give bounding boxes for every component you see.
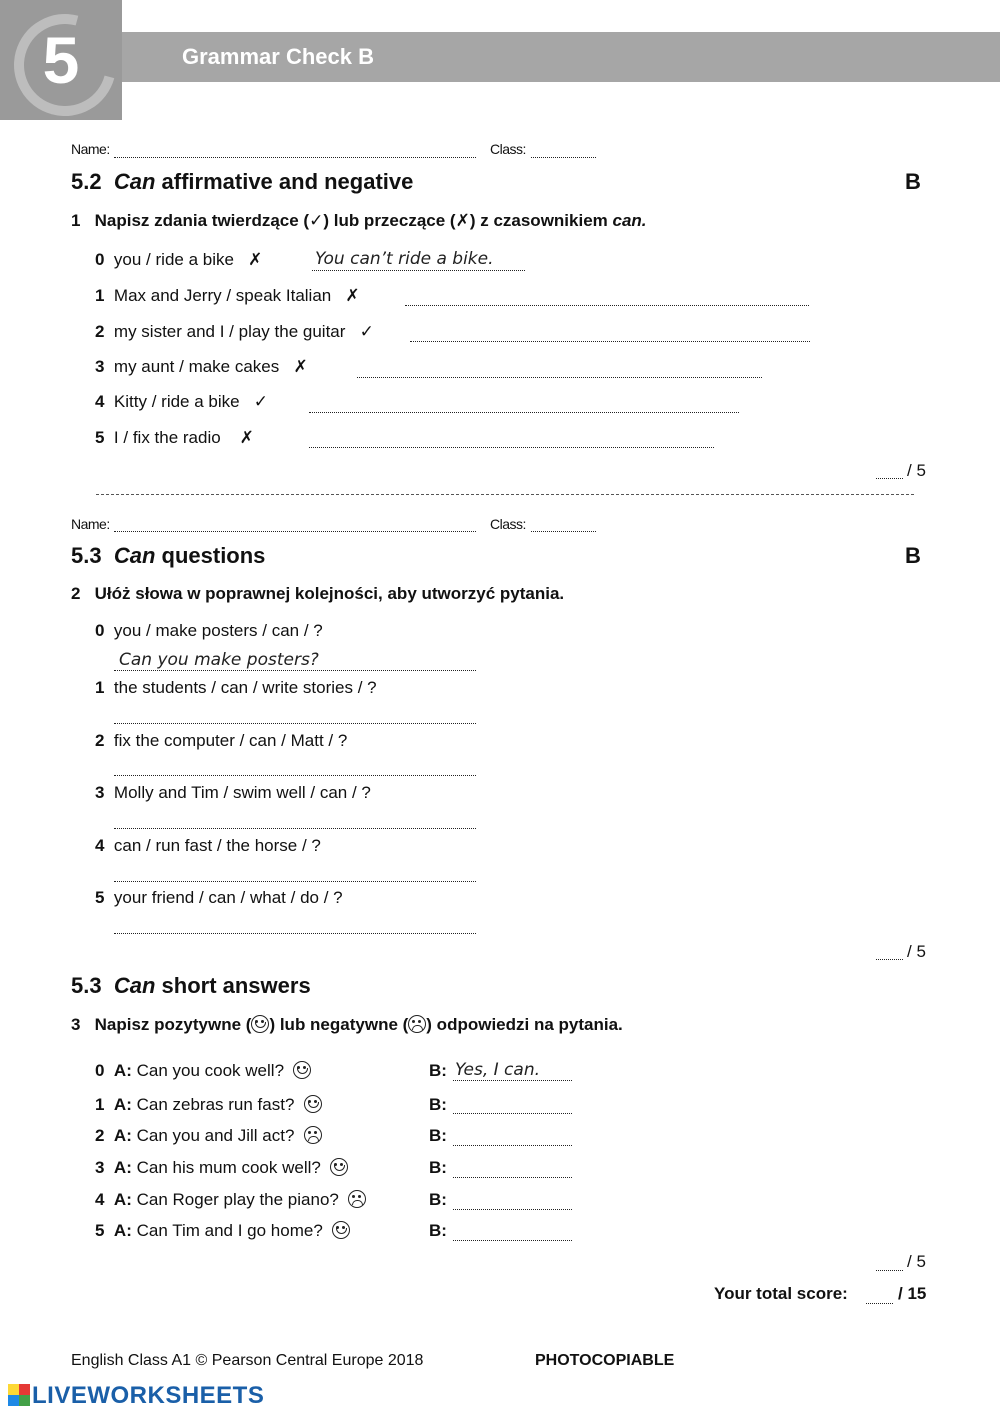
s2-answer-input-3[interactable] [114,808,476,829]
s2-item-4: 4 can / run fast / the horse / ? [95,836,321,855]
s1-answer-input-1[interactable] [405,285,809,306]
s2-item-0: 0 you / make posters / can / ? [95,621,323,640]
s1-item-2: 2 my sister and I / play the guitar ✓ [95,322,374,341]
s2-answer-line-0 [114,650,476,671]
happy-face-icon [330,1158,348,1176]
s2-score-field[interactable] [876,945,903,960]
section-1-instruction: 1 Napisz zdania twierdzące (✓) lub przeczące (✗) z czasownikiem can. [71,211,647,230]
sad-face-icon [408,1015,426,1033]
s1-item-3: 3 my aunt / make cakes ✗ [95,357,308,376]
s1-score: / 5 [907,461,926,480]
header-bar [122,32,1000,82]
s3-score: / 5 [907,1252,926,1271]
s3-answer-input-5[interactable] [453,1220,572,1241]
total-score-label: Your total score: [714,1284,848,1303]
name-field-2[interactable] [114,517,476,532]
class-label-2: Class: [490,516,526,532]
s3-b-label-4: B: [429,1190,447,1209]
s1-answer-line-0 [312,250,525,271]
section-3-instruction: 3 Napisz pozytywne ( ) lub negatywne ( ) odpowiedzi na pytania. [71,1015,623,1034]
total-score-field[interactable] [866,1289,893,1304]
s3-answer-input-4[interactable] [453,1189,572,1210]
section-2-heading: 5.3 Can questions [71,543,266,568]
s3-item-5: 5 A: Can Tim and I go home? [95,1221,350,1241]
liveworksheets-logo[interactable]: LIVEWORKSHEETS [8,1382,264,1410]
s3-score-field[interactable] [876,1256,903,1271]
s1-answer-input-2[interactable] [410,321,810,342]
s3-answer-input-3[interactable] [453,1157,572,1178]
unit-badge [0,0,122,120]
logo-icon [8,1384,30,1406]
s3-b-label-5: B: [429,1221,447,1240]
s1-answer-input-3[interactable] [357,357,762,378]
s3-answer-input-1[interactable] [453,1093,572,1114]
s2-score: / 5 [907,942,926,961]
footer-copyright: English Class A1 © Pearson Central Europe 2018 [71,1352,424,1369]
s2-answer-input-4[interactable] [114,861,476,882]
section-2-instruction: 2 Ułóż słowa w poprawnej kolejności, aby utworzyć pytania. [71,584,565,603]
sad-face-icon [304,1126,322,1144]
unit-number: 5 [42,23,80,97]
s2-item-1: 1 the students / can / write stories / ? [95,678,377,697]
class-field[interactable] [531,143,596,158]
happy-face-icon [304,1095,322,1113]
section-1-heading: 5.2 Can affirmative and negative [71,169,414,194]
s3-answer-input-2[interactable] [453,1125,572,1146]
s3-b-label-1: B: [429,1095,447,1114]
s2-answer-input-5[interactable] [114,913,476,934]
s1-answer-input-4[interactable] [309,392,739,413]
section-3-heading: 5.3 Can short answers [71,973,311,998]
happy-face-icon [293,1061,311,1079]
s2-example-answer: Can you make posters? [119,650,319,670]
section-1-version: B [905,169,921,194]
section-2-version: B [905,543,921,568]
footer-photocopiable: PHOTOCOPIABLE [535,1352,675,1369]
s3-item-1: 1 A: Can zebras run fast? [95,1095,322,1115]
s1-item-1: 1 Max and Jerry / speak Italian ✗ [95,286,360,305]
s2-item-5: 5 your friend / can / what / do / ? [95,888,343,907]
s3-answer-line-0 [453,1060,572,1081]
s1-score-field[interactable] [876,464,903,479]
s3-example-answer: Yes, I can. [455,1060,540,1080]
s1-item-4: 4 Kitty / ride a bike ✓ [95,392,269,411]
s3-b-label-2: B: [429,1126,447,1145]
s1-item-5: 5 I / fix the radio ✗ [95,428,254,447]
name-label: Name: [71,141,110,157]
s1-answer-input-5[interactable] [309,427,714,448]
happy-face-icon [332,1221,350,1239]
name-field[interactable] [114,143,476,158]
s3-item-0: 0 A: Can you cook well? [95,1061,311,1081]
s2-answer-input-2[interactable] [114,755,476,776]
name-label-2: Name: [71,516,110,532]
s3-item-4: 4 A: Can Roger play the piano? [95,1190,366,1210]
cut-line [96,494,914,495]
s2-item-2: 2 fix the computer / can / Matt / ? [95,731,348,750]
class-label: Class: [490,141,526,157]
s3-item-3: 3 A: Can his mum cook well? [95,1158,348,1178]
total-score: / 15 [898,1284,927,1303]
happy-face-icon [251,1015,269,1033]
s2-answer-input-1[interactable] [114,703,476,724]
s3-b-label-3: B: [429,1158,447,1177]
sad-face-icon [348,1190,366,1208]
page-title: Grammar Check B [182,44,374,69]
s2-item-3: 3 Molly and Tim / swim well / can / ? [95,783,371,802]
s3-b-label-0: B: [429,1061,447,1080]
class-field-2[interactable] [531,517,596,532]
s3-item-2: 2 A: Can you and Jill act? [95,1126,322,1146]
s1-example-answer: You can’t ride a bike. [315,249,494,269]
s1-item-0: 0 you / ride a bike ✗ [95,250,263,269]
